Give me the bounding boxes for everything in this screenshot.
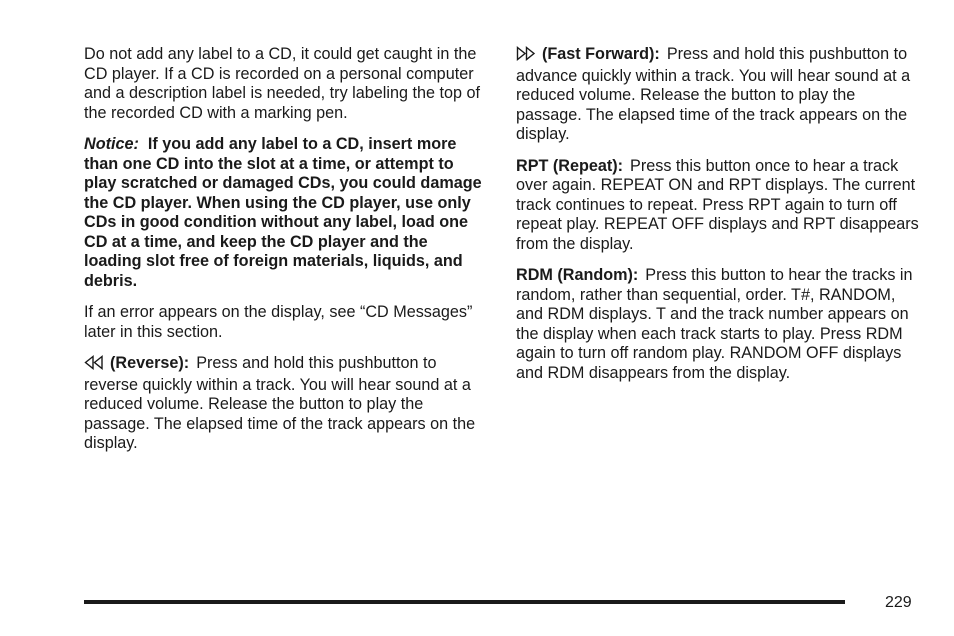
repeat-label: RPT (Repeat): [516, 156, 624, 175]
random-text: Press this button to hear the tracks in random, rather than sequential, order. T#, RANDOM, and RDM displays. T and the track number appears on the display when each track starts to play. Press RDM again to turn off random play. RANDOM OFF displays and RDM disappears from the display. [516, 266, 913, 382]
notice-label: Notice: [84, 135, 139, 153]
reverse-icon [84, 355, 104, 376]
random-paragraph [516, 266, 920, 383]
fast-forward-text: Press and hold this pushbutton to advance quickly within a track. You will hear sound at a reduced volume. Release the button to play the passage. The elapsed time of the track appears on the display. [516, 45, 911, 143]
reverse-text: Press and hold this pushbutton to reverse quickly within a track. You will hear sound at a reduced volume. Release the button to play the passage. The elapsed time of the track appears on the display. [84, 354, 476, 452]
footer-rule [84, 600, 845, 604]
fast-forward-icon [516, 46, 536, 67]
fast-forward-paragraph [516, 45, 920, 145]
page-number: 229 [885, 594, 912, 611]
repeat-paragraph [516, 157, 920, 255]
left-column [84, 45, 484, 466]
reverse-label: (Reverse): [110, 354, 190, 372]
cd-label-paragraph: Do not add any label to a CD, it could get caught in the CD player. If a CD is recorded on a personal computer and a description label is needed, try labeling the top of the recorded CD with a marking pen. [84, 45, 480, 122]
fast-forward-label: (Fast Forward): [542, 45, 660, 63]
random-label: RDM (Random): [516, 266, 639, 284]
notice-text: If you add any label to a CD, insert more than one CD into the slot at a time, or attempt to play scratched or damaged CDs, you could damage the CD player. When using the CD player, use only CDs in good condition without any label, load one CD at a time, and keep the CD player and the loading slot free of foreign materials, liquids, and debris. [84, 135, 482, 290]
notice-paragraph [84, 135, 484, 291]
error-paragraph: If an error appears on the display, see “CD Messages” later in this section. [84, 303, 473, 341]
repeat-text: Press this button once to hear a track over again. REPEAT ON and RPT displays. The current track continues to repeat. Press RPT again to turn off repeat play. REPEAT OFF displays and RPT disappears from the display. [516, 156, 919, 253]
right-column [516, 45, 920, 395]
reverse-paragraph [84, 354, 484, 454]
